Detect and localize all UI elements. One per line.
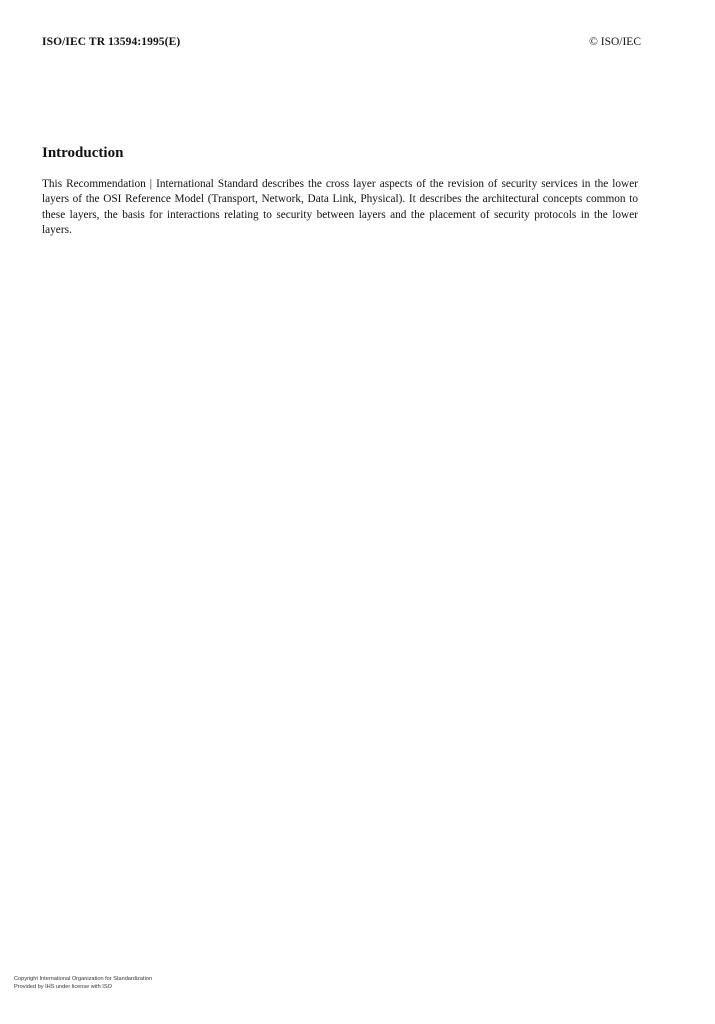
footer-license-line: Provided by IHS under license with ISO [14,984,112,990]
copyright-notice: © ISO/IEC [589,36,641,48]
footer [14,975,152,991]
document-id: ISO/IEC TR 13594:1995(E) [42,36,181,48]
introduction-paragraph: This Recommendation | International Standard describes the cross layer aspects of the revision of security services in the lower layers of the OSI Reference Model (Transport, Network, Data Link, Physical). It describes the architectural concepts common to these layers, the basis for interactions relating to security between layers and the placement of security protocols in the lower layers. [42,178,638,236]
footer-copyright-line: Copyright International Organization for Standardization [14,976,153,982]
section-title: Introduction [42,145,124,161]
